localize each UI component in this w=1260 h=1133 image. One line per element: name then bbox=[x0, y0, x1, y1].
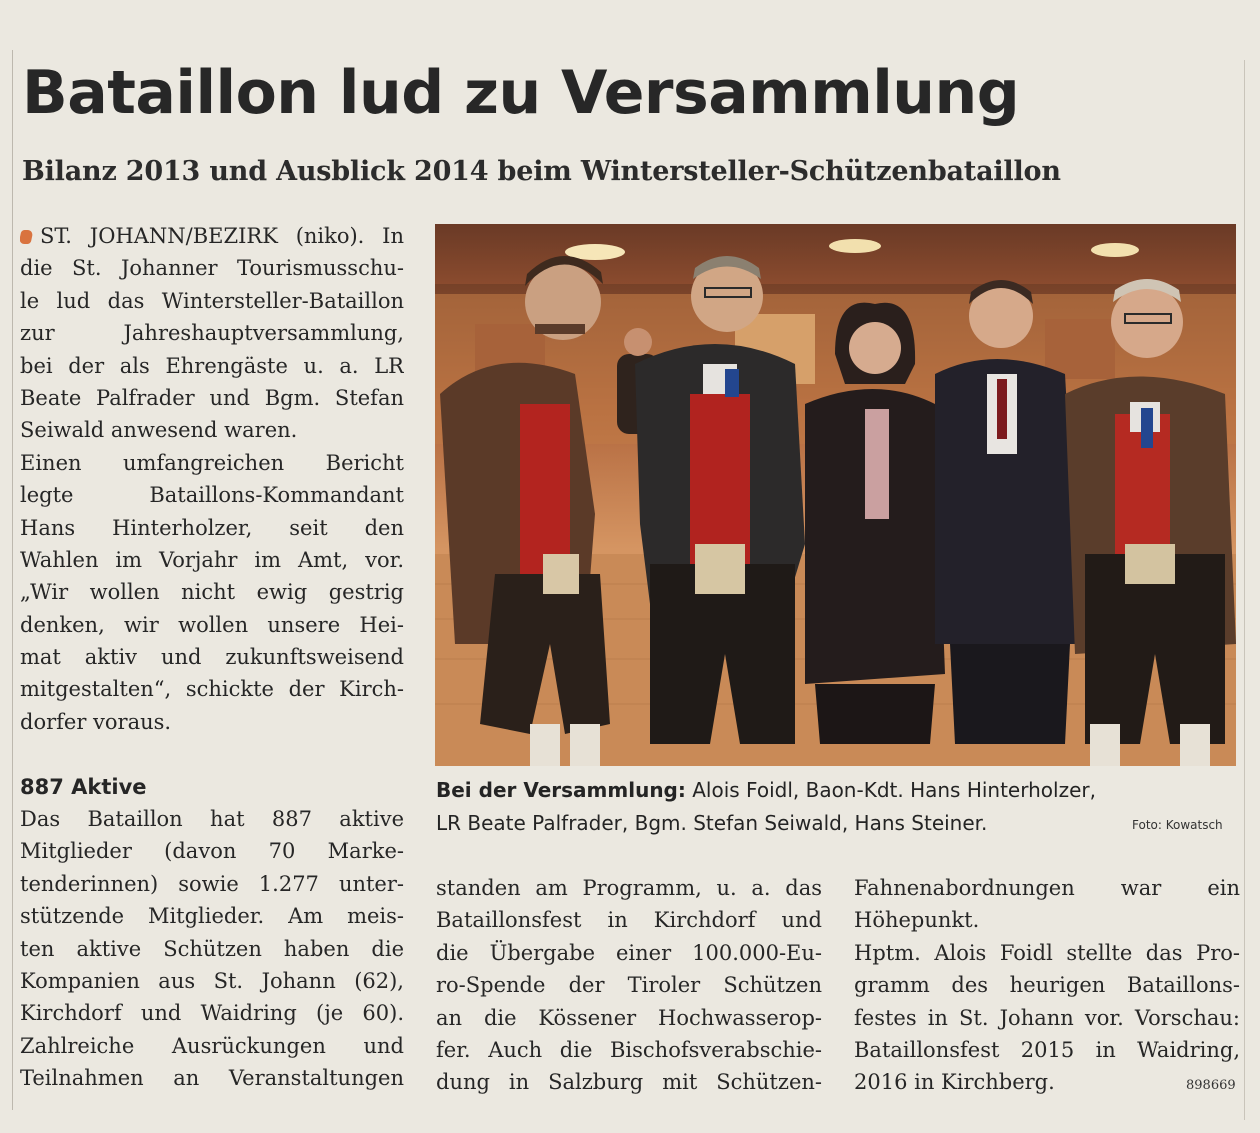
text-line: Einen umfangreichen Bericht bbox=[20, 450, 404, 475]
text-line: Kirchdorf und Waidring (je 60). bbox=[20, 1001, 404, 1026]
text-line: Teilnahmen an Veranstaltungen bbox=[20, 1066, 404, 1091]
caption-line-1 bbox=[436, 774, 1236, 807]
article-column-1 bbox=[20, 220, 404, 1095]
page-right-rule bbox=[1244, 60, 1245, 1120]
section-subhead: 887 Aktive bbox=[20, 774, 147, 799]
text-line: ten aktive Schützen haben die bbox=[20, 936, 404, 961]
text-line: dorfer voraus. bbox=[20, 709, 172, 734]
text-line: die Übergabe einer 100.000-Eu- bbox=[436, 940, 822, 965]
text-line: Höhepunkt. bbox=[854, 908, 980, 933]
text-line: Beate Palfrader und Bgm. Stefan bbox=[20, 385, 404, 410]
subheadline: Bilanz 2013 und Ausblick 2014 beim Wintersteller-Schützenbataillon bbox=[22, 156, 1061, 187]
text-line: mitgestalten“, schickte der Kirch- bbox=[20, 677, 404, 702]
text-line: Wahlen im Vorjahr im Amt, vor. bbox=[20, 547, 404, 572]
text-line: Zahlreiche Ausrückungen und bbox=[20, 1033, 404, 1058]
article-column-3 bbox=[854, 872, 1240, 1099]
page-left-rule bbox=[12, 50, 13, 1110]
blank-line bbox=[20, 738, 404, 770]
text-line: zur Jahreshauptversammlung, bbox=[20, 321, 404, 346]
text-line: an die Kössener Hochwasserop- bbox=[436, 1005, 822, 1030]
text-line: Mitglieder (davon 70 Marke- bbox=[20, 839, 404, 864]
text-line: stützende Mitglieder. Am meis- bbox=[20, 904, 404, 929]
text-line: fer. Auch die Bischofsverabschie- bbox=[436, 1037, 822, 1062]
text-line: Hans Hinterholzer, seit den bbox=[20, 515, 404, 540]
text-line: Seiwald anwesend waren. bbox=[20, 418, 298, 443]
text-line: Das Bataillon hat 887 aktive bbox=[20, 807, 404, 832]
text-line: „Wir wollen nicht ewig gestrig bbox=[20, 580, 404, 605]
text-line: ro-Spende der Tiroler Schützen bbox=[436, 973, 822, 998]
text-line: denken, wir wollen unsere Hei- bbox=[20, 612, 404, 637]
text-line: mat aktiv und zukunftsweisend bbox=[20, 645, 404, 670]
text-line: standen am Programm, u. a. das bbox=[436, 876, 822, 900]
text-line: Kompanien aus St. Johann (62), bbox=[20, 968, 404, 993]
section-marker-icon bbox=[20, 230, 33, 244]
group-photo-illustration bbox=[435, 224, 1236, 766]
text-line: 2016 in Kirchberg. bbox=[854, 1070, 1055, 1095]
text-line: gramm des heurigen Bataillons- bbox=[854, 973, 1240, 998]
text-line: le lud das Wintersteller-Bataillon bbox=[20, 288, 404, 313]
caption-names-1: Alois Foidl, Baon-Kdt. Hans Hinterholzer, bbox=[685, 778, 1096, 802]
text-line: bei der als Ehrengäste u. a. LR bbox=[20, 353, 404, 378]
group-photo bbox=[435, 224, 1236, 766]
text-line: Fahnenabordnungen war ein bbox=[854, 876, 1240, 900]
text-line: Bataillonsfest in Kirchdorf und bbox=[436, 908, 822, 933]
text-line: festes in St. Johann vor. Vorschau: bbox=[854, 1005, 1240, 1030]
article-reference-code: 898669 bbox=[1186, 1078, 1236, 1093]
text-line: Hptm. Alois Foidl stellte das Pro- bbox=[854, 940, 1240, 965]
text-line: die St. Johanner Tourismusschu- bbox=[20, 256, 404, 281]
caption-line-2: LR Beate Palfrader, Bgm. Stefan Seiwald, Hans Steiner. bbox=[436, 811, 988, 835]
text-line: tenderinnen) sowie 1.277 unter- bbox=[20, 871, 404, 896]
caption-lead: Bei der Versammlung: bbox=[436, 778, 686, 802]
article-column-2 bbox=[436, 872, 822, 1099]
text-line: ST. JOHANN/BEZIRK (niko). In bbox=[20, 220, 404, 252]
text-line: legte Bataillons-Kommandant bbox=[20, 483, 404, 508]
text-line: Bataillonsfest 2015 in Waidring, bbox=[854, 1037, 1240, 1062]
headline: Bataillon lud zu Versammlung bbox=[22, 58, 1020, 128]
photo-caption bbox=[436, 774, 1236, 840]
text-line: dung in Salzburg mit Schützen- bbox=[436, 1070, 822, 1095]
photo-credit: Foto: Kowatsch bbox=[1132, 818, 1223, 832]
